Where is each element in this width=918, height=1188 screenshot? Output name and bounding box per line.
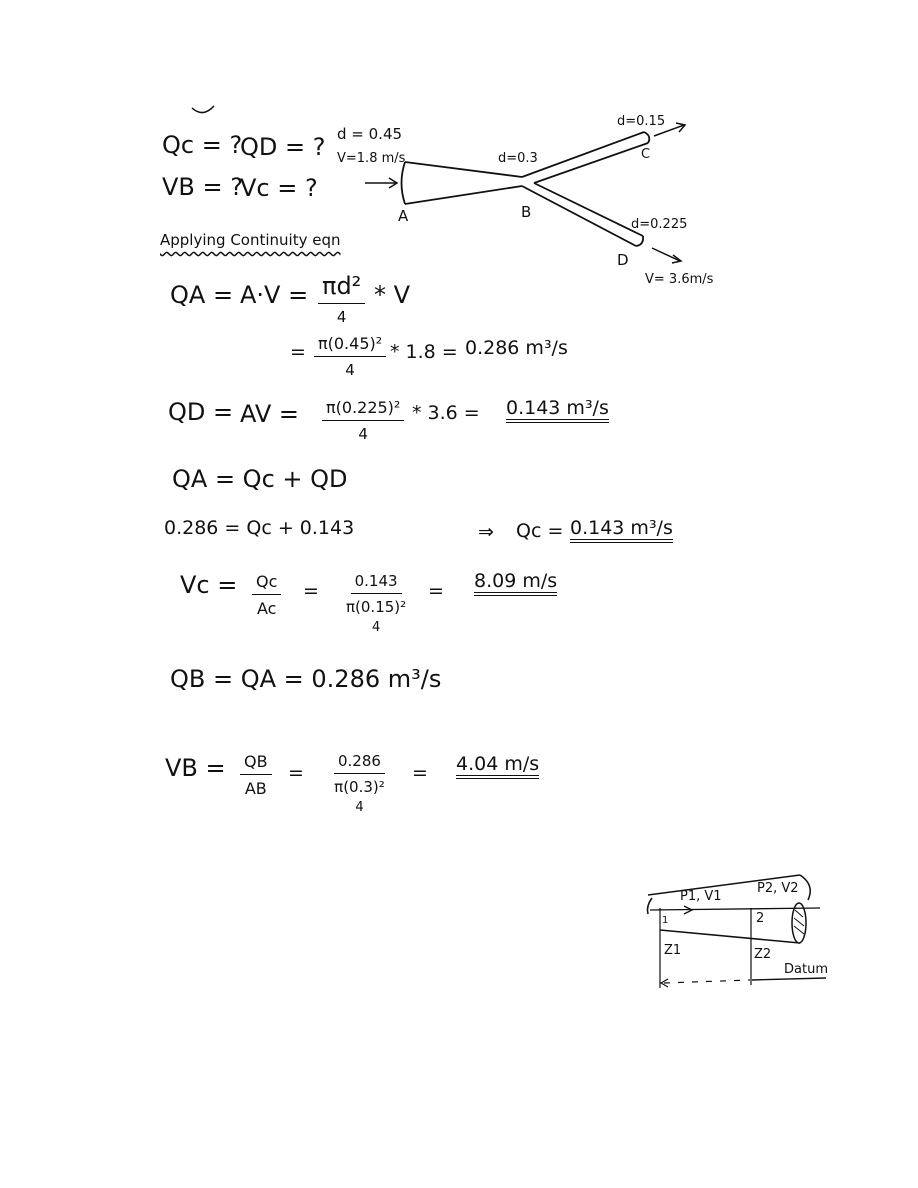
- pipe-junction-diagram: [365, 123, 688, 263]
- section-d-velocity: V= 3.6m/s: [645, 272, 714, 287]
- section-d-diameter: d=0.225: [631, 217, 688, 232]
- label-b: B: [521, 203, 532, 221]
- section-b-diameter: d=0.3: [498, 151, 538, 166]
- given-qc: Qc = ?: [162, 131, 243, 159]
- eq6-den1: Ac: [256, 599, 277, 618]
- eq6-equals2: =: [428, 580, 444, 602]
- point1-marker: 1: [662, 915, 669, 926]
- section-heading: Applying Continuity eqn: [160, 231, 341, 249]
- z1-label: Z1: [664, 943, 682, 958]
- z2-label: Z2: [754, 947, 772, 962]
- eq8-equals: =: [288, 762, 304, 784]
- eq2-rhs: * 1.8 =: [390, 341, 458, 363]
- eq5-arrow: ⇒: [478, 521, 494, 543]
- eq3-result: 0.143 m³/s: [506, 399, 609, 423]
- eq8-result: 4.04 m/s: [456, 755, 539, 779]
- label-d: D: [617, 251, 629, 269]
- eq6-fraction2: [346, 572, 406, 635]
- eq4: QA = Qc + QD: [172, 465, 348, 493]
- eq6-num1: Qc: [252, 572, 281, 595]
- eq6-den2b: 4: [371, 620, 381, 635]
- label-c: C: [641, 147, 651, 162]
- section-a-velocity: V=1.8 m/s: [337, 151, 406, 166]
- eq1-rhs: * V: [374, 281, 411, 309]
- section-c-diameter: d=0.15: [617, 114, 666, 129]
- eq2-numerator: π(0.45)²: [314, 334, 386, 357]
- eq8-fraction1: [240, 752, 272, 798]
- eq5-lhs: 0.286 = Qc + 0.143: [164, 517, 355, 539]
- eq6-lhs: Vc =: [180, 571, 238, 599]
- eq3-fraction: [322, 398, 404, 443]
- eq2-equals: =: [290, 341, 306, 363]
- point2-marker: 2: [756, 911, 765, 926]
- eq8-num2: 0.286: [334, 752, 385, 774]
- eq2-fraction: [314, 334, 386, 379]
- section-a-diameter: d = 0.45: [337, 125, 403, 143]
- eq5-result: 0.143 m³/s: [570, 519, 673, 543]
- given-vb: VB = ?: [162, 173, 243, 201]
- point1-label: P1, V1: [680, 889, 722, 904]
- eq8-den2a: π(0.3)²: [334, 778, 385, 796]
- eq6-equals: =: [303, 580, 319, 602]
- given-qd: QD = ?: [240, 133, 326, 161]
- eq6-num2: 0.143: [351, 572, 402, 594]
- eq6-fraction1: [252, 572, 281, 618]
- eq5-qc: Qc =: [516, 520, 564, 542]
- eq8-den2b: 4: [355, 800, 364, 815]
- eq1-lhs: QA =: [170, 281, 234, 309]
- eq8-lhs: VB =: [165, 754, 226, 782]
- eq2-result: 0.286 m³/s: [465, 337, 568, 359]
- eq8-equals2: =: [412, 762, 428, 784]
- eq6-den2a: π(0.15)²: [346, 598, 407, 616]
- eq8-den1: AB: [244, 779, 267, 798]
- eq8-fraction2: [334, 752, 385, 815]
- eq3-mid: AV =: [240, 400, 300, 428]
- eq1-mid: A·V =: [240, 281, 309, 309]
- datum-label: Datum: [784, 962, 828, 977]
- eq6-result: 8.09 m/s: [474, 572, 557, 596]
- given-vc: Vc = ?: [240, 174, 318, 202]
- label-a: A: [398, 207, 409, 225]
- eq3-numerator: π(0.225)²: [322, 398, 404, 421]
- eq3-lhs: QD =: [168, 398, 234, 426]
- eq3-rhs: * 3.6 =: [412, 402, 480, 424]
- partial-mark: [192, 106, 214, 113]
- eq7: QB = QA = 0.286 m³/s: [170, 665, 442, 693]
- point2-label: P2, V2: [757, 881, 799, 896]
- eq2-denominator: 4: [345, 361, 355, 379]
- eq1-denominator: 4: [336, 308, 347, 326]
- eq8-num1: QB: [240, 752, 272, 775]
- eq1-fraction: [318, 272, 365, 326]
- eq1-numerator: πd²: [318, 272, 365, 304]
- eq3-denominator: 4: [358, 425, 368, 443]
